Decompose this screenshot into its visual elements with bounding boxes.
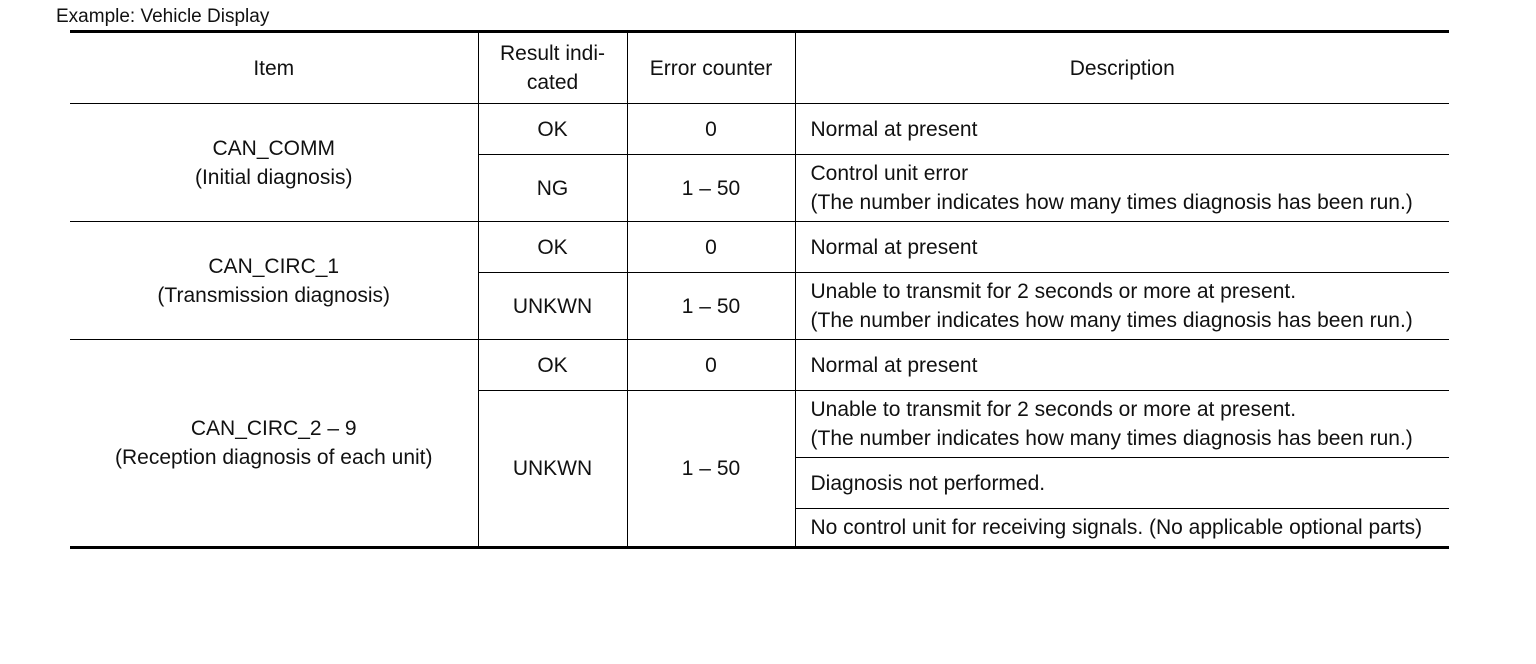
description-cell: Normal at present	[795, 340, 1449, 391]
description-cell	[795, 391, 1449, 458]
description-cell: Normal at present	[795, 104, 1449, 155]
header-description: Description	[795, 32, 1449, 104]
table-row	[70, 104, 1449, 155]
table-row	[70, 340, 1449, 391]
result-cell: NG	[478, 155, 627, 222]
header-item: Item	[70, 32, 478, 104]
table-caption: Example: Vehicle Display	[56, 6, 270, 27]
description-line: (The number indicates how many times diagnosis has been run.)	[810, 309, 1413, 332]
counter-cell: 0	[627, 222, 795, 273]
description-line: Control unit error	[810, 162, 969, 185]
description-line: Unable to transmit for 2 seconds or more at present.	[810, 280, 1297, 303]
header-error-counter: Error counter	[627, 32, 795, 104]
description-line: (The number indicates how many times diagnosis has been run.)	[810, 191, 1413, 214]
description-cell	[795, 155, 1449, 222]
description-cell	[795, 273, 1449, 340]
item-name: CAN_COMM	[212, 136, 335, 160]
result-cell: OK	[478, 222, 627, 273]
result-cell: OK	[478, 340, 627, 391]
table-row	[70, 222, 1449, 273]
header-result-line2: cated	[526, 71, 579, 94]
counter-cell: 1 – 50	[627, 155, 795, 222]
counter-cell: 0	[627, 104, 795, 155]
item-cell	[70, 222, 478, 340]
header-result-line1: Result indi-	[499, 42, 606, 65]
item-name: CAN_CIRC_2 – 9	[190, 417, 357, 440]
description-cell: Normal at present	[795, 222, 1449, 273]
item-subtitle: (Reception diagnosis of each unit)	[114, 446, 433, 469]
item-name: CAN_CIRC_1	[208, 254, 340, 278]
result-cell: UNKWN	[478, 273, 627, 340]
description-cell: Diagnosis not performed.	[795, 458, 1449, 509]
result-cell: UNKWN	[478, 391, 627, 548]
item-subtitle: (Transmission diagnosis)	[157, 283, 391, 307]
counter-cell: 1 – 50	[627, 391, 795, 548]
description-line: (The number indicates how many times diagnosis has been run.)	[810, 427, 1413, 450]
description-cell: No control unit for receiving signals. (No applicable optional parts)	[795, 509, 1449, 548]
description-line: Unable to transmit for 2 seconds or more at present.	[810, 398, 1297, 421]
diagnosis-table	[70, 30, 1449, 549]
header-result-indicated	[478, 32, 627, 104]
item-cell	[70, 104, 478, 222]
item-subtitle: (Initial diagnosis)	[194, 165, 353, 189]
table-header-row	[70, 32, 1449, 104]
result-cell: OK	[478, 104, 627, 155]
counter-cell: 1 – 50	[627, 273, 795, 340]
counter-cell: 0	[627, 340, 795, 391]
item-cell	[70, 340, 478, 548]
